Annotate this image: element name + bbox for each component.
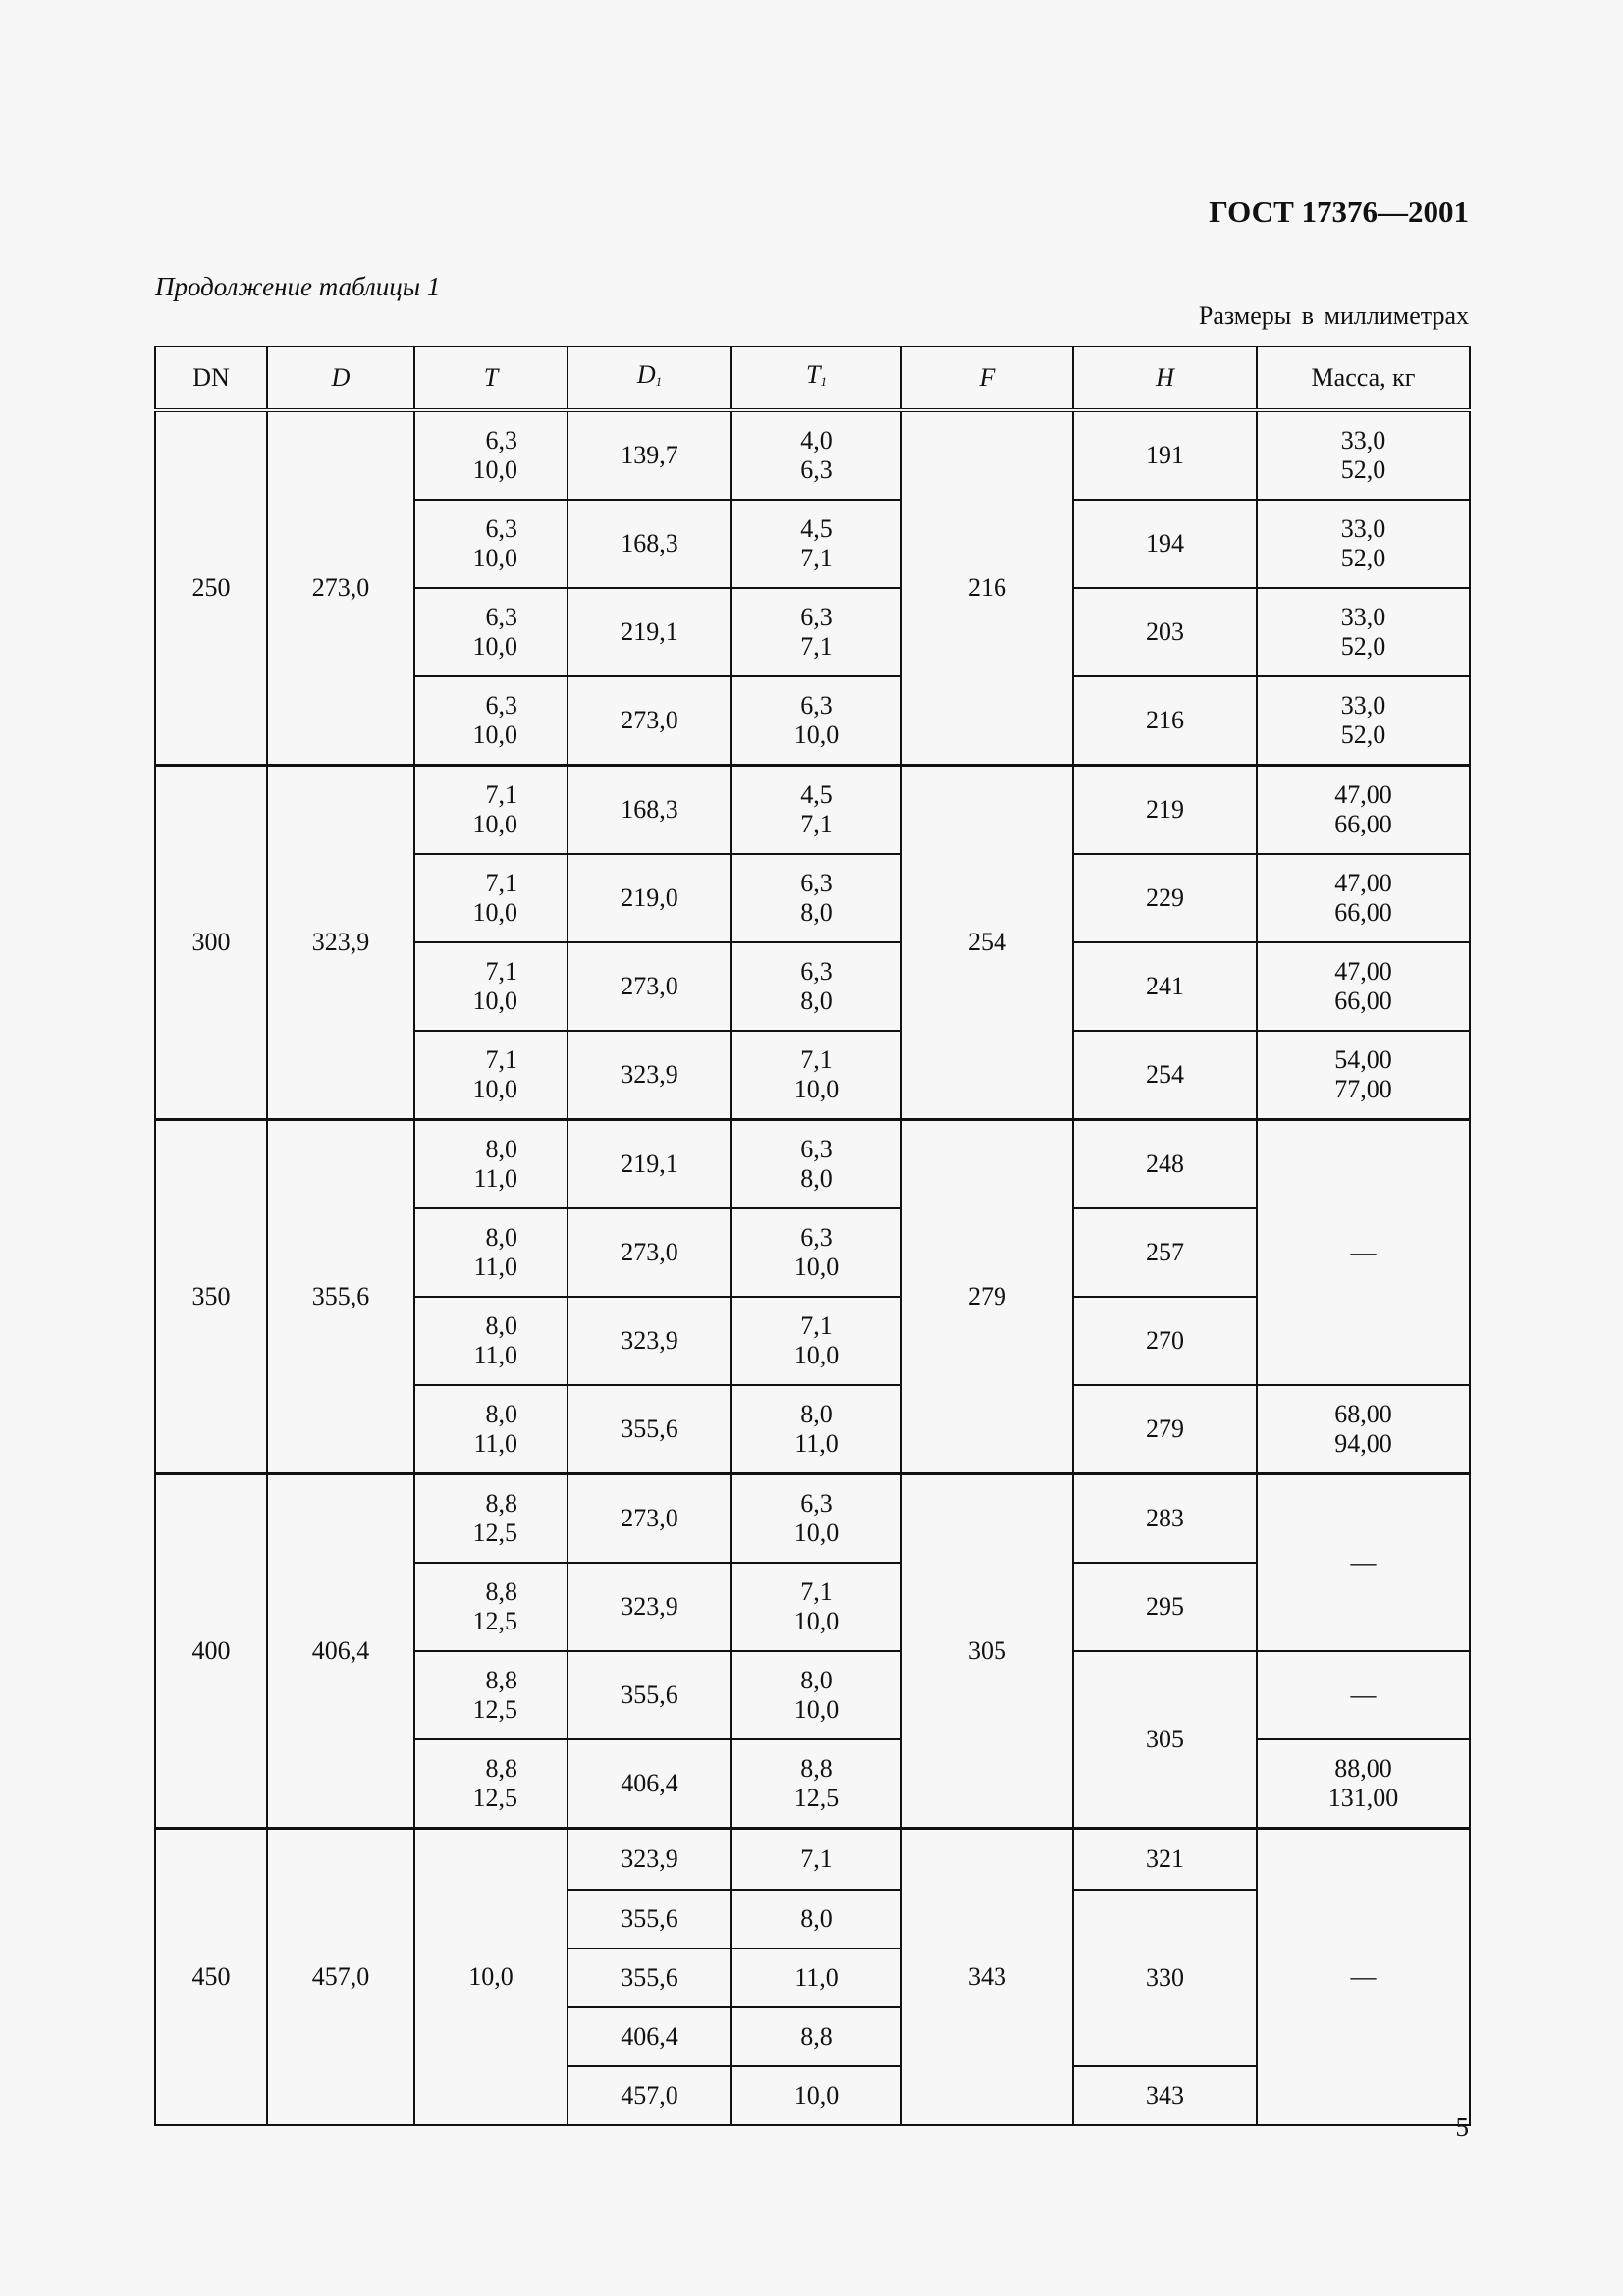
mass-cell: 68,00 94,00 xyxy=(1257,1385,1470,1474)
mass-cell: 47,00 66,00 xyxy=(1257,854,1470,942)
d1-cell: 355,6 xyxy=(568,1385,731,1474)
h-cell: 305 xyxy=(1073,1651,1257,1829)
t1-cell: 6,3 10,0 xyxy=(731,1208,901,1297)
table-row xyxy=(155,410,1470,500)
mass-cell: 33,0 52,0 xyxy=(1257,500,1470,588)
t1-cell: 8,0 10,0 xyxy=(731,1651,901,1739)
t-cell: 6,3 10,0 xyxy=(414,500,568,588)
table-row xyxy=(155,1829,1470,1891)
t1-cell: 4,5 7,1 xyxy=(731,500,901,588)
units-note: Размеры в миллиметрах xyxy=(1198,301,1469,330)
h-cell: 248 xyxy=(1073,1120,1257,1209)
h-cell: 270 xyxy=(1073,1297,1257,1385)
h-cell: 219 xyxy=(1073,766,1257,855)
t-cell: 8,0 11,0 xyxy=(414,1385,568,1474)
col-header-mass: Масса, кг xyxy=(1257,347,1470,410)
t1-cell: 10,0 xyxy=(731,2066,901,2125)
mass-dash-cell: — xyxy=(1257,1474,1470,1652)
mass-cell: 47,00 66,00 xyxy=(1257,766,1470,855)
t-cell: 7,1 10,0 xyxy=(414,766,568,855)
t1-cell: 6,3 8,0 xyxy=(731,854,901,942)
t1-cell: 4,0 6,3 xyxy=(731,410,901,500)
h-cell: 241 xyxy=(1073,942,1257,1031)
col-header-d1: $D_1$ xyxy=(568,347,731,410)
f-cell: 216 xyxy=(901,410,1073,766)
t1-cell: 11,0 xyxy=(731,1949,901,2007)
h-cell: 295 xyxy=(1073,1563,1257,1651)
dimensions-table xyxy=(154,346,1471,2126)
d1-cell: 139,7 xyxy=(568,410,731,500)
d1-cell: 323,9 xyxy=(568,1031,731,1120)
dn-cell: 300 xyxy=(155,766,267,1120)
d1-cell: 355,6 xyxy=(568,1651,731,1739)
mass-dash-cell: — xyxy=(1257,1120,1470,1386)
t1-cell: 6,3 8,0 xyxy=(731,942,901,1031)
t1-cell: 8,0 xyxy=(731,1890,901,1949)
col-header-h: H xyxy=(1073,347,1257,410)
t-cell: 10,0 xyxy=(414,1829,568,2126)
t-cell: 7,1 10,0 xyxy=(414,854,568,942)
t-cell: 8,8 12,5 xyxy=(414,1474,568,1564)
col-header-d: D xyxy=(267,347,414,410)
d1-cell: 273,0 xyxy=(568,676,731,766)
h-cell: 257 xyxy=(1073,1208,1257,1297)
f-cell: 279 xyxy=(901,1120,1073,1474)
h-cell: 229 xyxy=(1073,854,1257,942)
mass-cell: 47,00 66,00 xyxy=(1257,942,1470,1031)
dn-cell: 400 xyxy=(155,1474,267,1829)
t1-cell: 7,1 10,0 xyxy=(731,1031,901,1120)
document-id: ГОСТ 17376—2001 xyxy=(1209,194,1469,229)
h-cell: 283 xyxy=(1073,1474,1257,1564)
t1-cell: 6,3 10,0 xyxy=(731,1474,901,1564)
h-cell: 254 xyxy=(1073,1031,1257,1120)
t-cell: 8,0 11,0 xyxy=(414,1120,568,1209)
d1-cell: 273,0 xyxy=(568,1474,731,1564)
t-cell: 8,8 12,5 xyxy=(414,1739,568,1829)
t1-cell: 7,1 10,0 xyxy=(731,1297,901,1385)
table-row xyxy=(155,766,1470,855)
d1-cell: 323,9 xyxy=(568,1563,731,1651)
col-header-t: T xyxy=(414,347,568,410)
mass-dash-cell: — xyxy=(1257,1829,1470,2126)
h-cell: 203 xyxy=(1073,588,1257,676)
d1-cell: 219,1 xyxy=(568,588,731,676)
h-cell: 191 xyxy=(1073,410,1257,500)
d-cell: 323,9 xyxy=(267,766,414,1120)
mass-cell: 33,0 52,0 xyxy=(1257,588,1470,676)
t-cell: 6,3 10,0 xyxy=(414,410,568,500)
d1-cell: 273,0 xyxy=(568,1208,731,1297)
t1-cell: 7,1 xyxy=(731,1829,901,1891)
mass-cell: 33,0 52,0 xyxy=(1257,676,1470,766)
h-cell: 216 xyxy=(1073,676,1257,766)
col-header-dn: DN xyxy=(155,347,267,410)
h-cell: 343 xyxy=(1073,2066,1257,2125)
t1-cell: 8,8 12,5 xyxy=(731,1739,901,1829)
table-caption: Продолжение таблицы 1 xyxy=(155,272,441,301)
d1-cell: 219,0 xyxy=(568,854,731,942)
t1-cell: 7,1 10,0 xyxy=(731,1563,901,1651)
d1-cell: 168,3 xyxy=(568,766,731,855)
d1-cell: 323,9 xyxy=(568,1829,731,1891)
dn-cell: 350 xyxy=(155,1120,267,1474)
t-cell: 7,1 10,0 xyxy=(414,1031,568,1120)
dn-cell: 250 xyxy=(155,410,267,766)
dn-cell: 450 xyxy=(155,1829,267,2126)
d-cell: 355,6 xyxy=(267,1120,414,1474)
d-cell: 457,0 xyxy=(267,1829,414,2126)
mass-dash-cell: — xyxy=(1257,1651,1470,1739)
page-number: 5 xyxy=(1455,2112,1469,2142)
t-cell: 8,8 12,5 xyxy=(414,1563,568,1651)
table-row xyxy=(155,1120,1470,1209)
mass-cell: 54,00 77,00 xyxy=(1257,1031,1470,1120)
d-cell: 273,0 xyxy=(267,410,414,766)
mass-cell: 33,0 52,0 xyxy=(1257,410,1470,500)
t-cell: 6,3 10,0 xyxy=(414,676,568,766)
f-cell: 305 xyxy=(901,1474,1073,1829)
t-cell: 8,8 12,5 xyxy=(414,1651,568,1739)
d1-cell: 406,4 xyxy=(568,2007,731,2066)
t1-cell: 6,3 7,1 xyxy=(731,588,901,676)
d1-cell: 355,6 xyxy=(568,1949,731,2007)
col-header-t1: $T_1$ xyxy=(731,347,901,410)
d1-cell: 355,6 xyxy=(568,1890,731,1949)
t1-cell: 8,8 xyxy=(731,2007,901,2066)
h-cell: 330 xyxy=(1073,1890,1257,2066)
header-row xyxy=(155,347,1470,410)
d1-cell: 168,3 xyxy=(568,500,731,588)
t1-cell: 6,3 10,0 xyxy=(731,676,901,766)
col-header-f: F xyxy=(901,347,1073,410)
h-cell: 194 xyxy=(1073,500,1257,588)
d1-cell: 406,4 xyxy=(568,1739,731,1829)
table-row xyxy=(155,1474,1470,1564)
t-cell: 6,3 10,0 xyxy=(414,588,568,676)
d1-cell: 323,9 xyxy=(568,1297,731,1385)
d1-cell: 219,1 xyxy=(568,1120,731,1209)
h-cell: 279 xyxy=(1073,1385,1257,1474)
d1-cell: 457,0 xyxy=(568,2066,731,2125)
mass-cell: 88,00 131,00 xyxy=(1257,1739,1470,1829)
f-cell: 343 xyxy=(901,1829,1073,2126)
t1-cell: 6,3 8,0 xyxy=(731,1120,901,1209)
f-cell: 254 xyxy=(901,766,1073,1120)
d1-cell: 273,0 xyxy=(568,942,731,1031)
t1-cell: 4,5 7,1 xyxy=(731,766,901,855)
h-cell: 321 xyxy=(1073,1829,1257,1891)
d-cell: 406,4 xyxy=(267,1474,414,1829)
t-cell: 8,0 11,0 xyxy=(414,1297,568,1385)
t-cell: 7,1 10,0 xyxy=(414,942,568,1031)
t1-cell: 8,0 11,0 xyxy=(731,1385,901,1474)
t-cell: 8,0 11,0 xyxy=(414,1208,568,1297)
